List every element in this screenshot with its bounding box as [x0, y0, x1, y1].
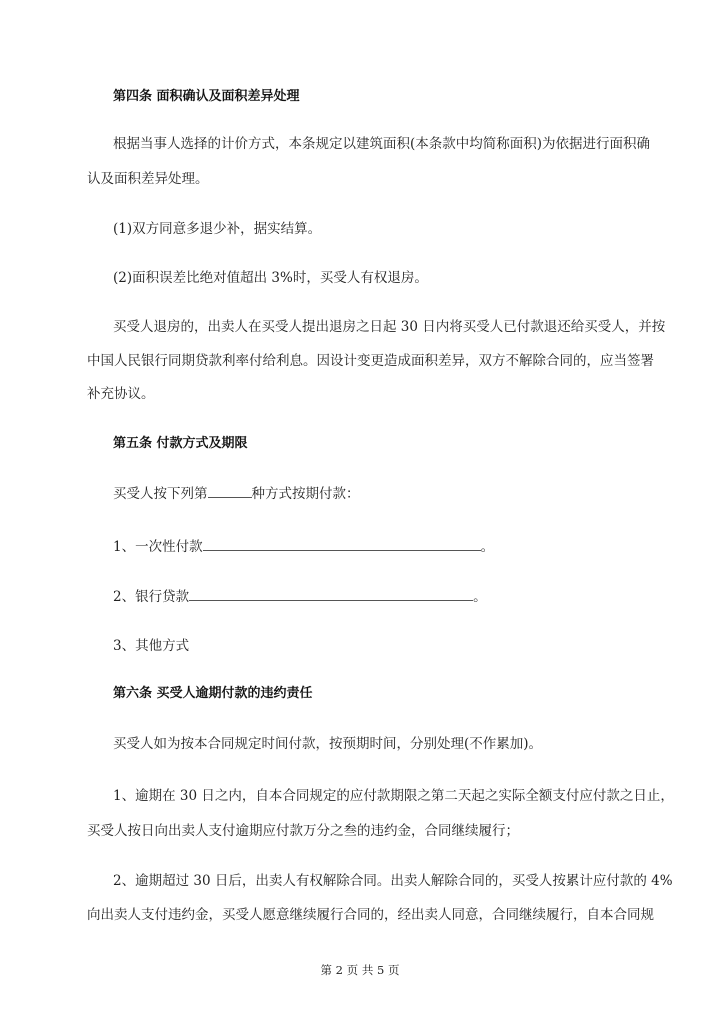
intro-text: 种方式按期付款： — [251, 486, 360, 502]
paragraph-line: 补充协议。 — [87, 386, 155, 402]
option-1 — [113, 537, 494, 556]
article-4-heading: 第四条 面积确认及面积差异处理 — [113, 89, 300, 104]
article-5-heading: 第五条 付款方式及期限 — [113, 436, 248, 451]
period: 。 — [473, 589, 487, 605]
option-2 — [113, 587, 487, 606]
paragraph-line: 中国人民银行同期贷款利率付给利息。因设计变更造成面积差异，双方不解除合同的，应当签署 — [87, 353, 654, 369]
page-number: 第 2 页 共 5 页 — [320, 963, 400, 977]
paragraph-line: 2、逾期超过 30 日后，出卖人有权解除合同。出卖人解除合同的，买受人按累计应付款的 4% — [113, 873, 673, 889]
option-3: 3、其他方式 — [113, 638, 190, 654]
paragraph-line: 买受人按日向出卖人支付逾期应付款万分之叁的违约金，合同继续履行； — [87, 823, 519, 839]
paragraph-line: 买受人退房的，出卖人在买受人提出退房之日起 30 日内将买受人已付款退还给买受人，并按 — [113, 319, 666, 335]
intro-text: 买受人按下列第 — [113, 486, 208, 502]
lump-sum-blank[interactable] — [203, 537, 481, 551]
list-item: (2)面积误差比绝对值超出 3%时，买受人有权退房。 — [113, 270, 428, 286]
option-label: 1、一次性付款 — [113, 539, 203, 555]
bank-loan-blank[interactable] — [189, 587, 473, 601]
paragraph-line: 买受人如为按本合同规定时间付款，按预期时间，分别处理(不作累加)。 — [113, 736, 543, 752]
paragraph-line: 向出卖人支付违约金，买受人愿意继续履行合同的，经出卖人同意，合同继续履行，自本合同规 — [87, 907, 654, 923]
option-label: 2、银行贷款 — [113, 589, 190, 605]
paragraph-line: 认及面积差异处理。 — [87, 171, 209, 187]
article-6-heading: 第六条 买受人逾期付款的违约责任 — [113, 686, 313, 701]
paragraph-line: 1、逾期在 30 日之内，自本合同规定的应付款期限之第二天起之实际全额支付应付款之日止， — [113, 788, 674, 804]
period: 。 — [480, 539, 495, 555]
payment-method-line — [113, 484, 360, 503]
paragraph-line: 根据当事人选择的计价方式，本条规定以建筑面积(本条款中均简称面积)为依据进行面积确 — [113, 136, 651, 152]
list-item: (1)双方同意多退少补，据实结算。 — [113, 221, 322, 237]
method-number-blank[interactable] — [208, 484, 252, 498]
